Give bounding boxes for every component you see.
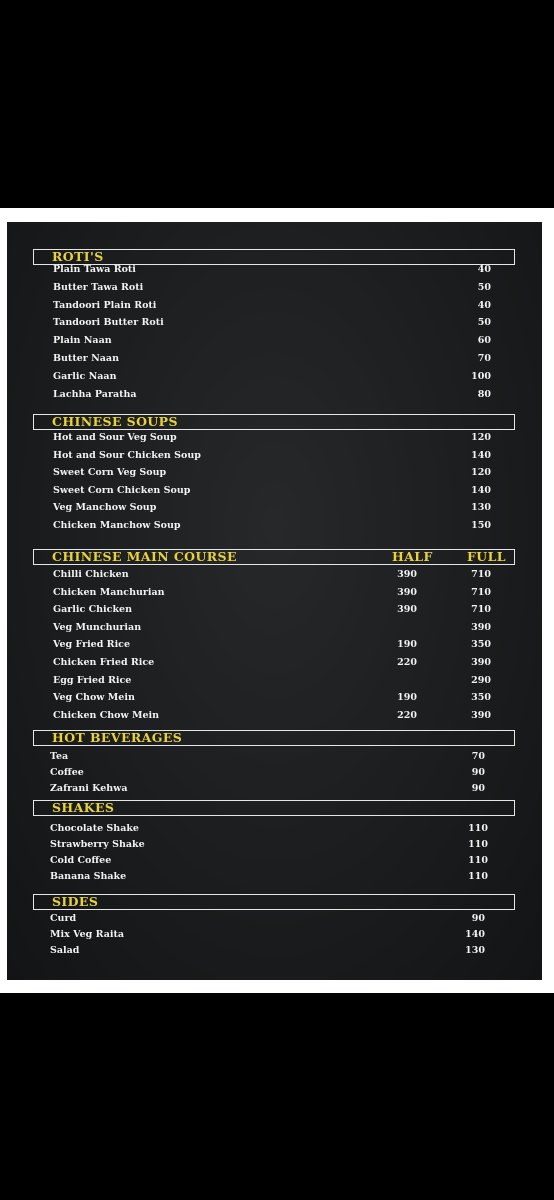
item-name: Curd: [50, 913, 77, 924]
item-price-half: 220: [397, 709, 417, 721]
item-name: Plain Naan: [53, 335, 112, 347]
menu-item: [53, 483, 491, 499]
item-price: 350: [471, 692, 491, 704]
item-price: 90: [471, 767, 485, 778]
item-name: Garlic Chicken: [53, 604, 132, 616]
item-name: Tea: [50, 751, 69, 762]
item-price: 710: [471, 569, 491, 580]
item-price: 40: [477, 264, 491, 275]
item-name: Strawberry Shake: [50, 839, 145, 850]
item-name: Hot and Sour Chicken Soup: [53, 449, 201, 461]
menu-item: [50, 837, 488, 853]
item-name: Chicken Fried Rice: [53, 657, 155, 668]
menu-item: [53, 262, 491, 278]
menu-item: [50, 749, 485, 765]
menu-item: [53, 351, 491, 367]
section-title: CHINESE MAIN COURSE: [52, 549, 237, 564]
item-name: Veg Fried Rice: [53, 639, 131, 651]
item-price: 390: [471, 621, 491, 633]
item-name: Veg Munchurian: [53, 621, 142, 633]
item-price: 120: [471, 467, 491, 479]
item-price: 150: [471, 520, 491, 531]
menu-item: [50, 927, 485, 943]
item-price: 70: [471, 751, 485, 762]
item-name: Sweet Corn Veg Soup: [53, 467, 167, 479]
menu-item: [53, 465, 491, 481]
menu-item: [53, 500, 491, 516]
item-name: Chicken Chow Mein: [53, 709, 160, 721]
item-name: Veg Chow Mein: [53, 692, 135, 704]
item-name: Hot and Sour Veg Soup: [53, 432, 177, 443]
item-name: Chilli Chicken: [53, 569, 129, 580]
menu-item: [50, 765, 485, 781]
menu-item: [53, 620, 491, 636]
menu-item: [50, 943, 485, 959]
item-price: 390: [471, 709, 491, 721]
item-name: Sweet Corn Chicken Soup: [53, 484, 191, 496]
section-title: HOT BEVERAGES: [52, 730, 183, 745]
menu-item: [53, 690, 491, 706]
menu-photo: [0, 208, 554, 993]
menu-item: [53, 315, 491, 331]
item-name: Coffee: [50, 767, 84, 778]
item-name: Lachha Paratha: [53, 388, 137, 400]
item-price: 140: [471, 449, 491, 461]
item-price: 90: [471, 783, 485, 794]
menu-board: [7, 222, 542, 980]
item-price: 140: [471, 484, 491, 496]
item-price: 50: [477, 281, 491, 293]
item-name: Garlic Naan: [53, 370, 117, 382]
section-header-chinese-soups: [33, 414, 515, 430]
item-price: 110: [468, 839, 488, 850]
item-name: Chicken Manchow Soup: [53, 520, 181, 531]
item-name: Banana Shake: [50, 871, 127, 882]
item-price: 110: [468, 823, 488, 834]
item-price-half: 220: [397, 657, 417, 668]
item-price: 130: [465, 945, 485, 956]
section-header-chinese-main-course: [33, 549, 515, 565]
item-name: Chocolate Shake: [50, 823, 139, 834]
menu-item: [53, 298, 491, 314]
item-price: 710: [471, 586, 491, 598]
item-price-half: 190: [397, 692, 417, 704]
menu-item: [53, 655, 491, 671]
menu-item: [53, 673, 491, 689]
menu-item: [50, 853, 488, 869]
menu-item: [50, 781, 485, 797]
item-price-half: 390: [397, 586, 417, 598]
section-title: SIDES: [52, 894, 99, 909]
item-name: Mix Veg Raita: [50, 929, 125, 940]
section-header-sides: [33, 894, 515, 910]
item-name: Cold Coffee: [50, 855, 112, 866]
item-name: Chicken Manchurian: [53, 586, 165, 598]
menu-item: [53, 637, 491, 653]
item-price-half: 190: [397, 639, 417, 651]
menu-item: [53, 387, 491, 403]
item-name: Egg Fried Rice: [53, 674, 132, 686]
item-name: Tandoori Plain Roti: [53, 299, 157, 311]
menu-item: [53, 333, 491, 349]
column-header-half: HALF: [392, 549, 433, 564]
section-header-hot-beverages: [33, 730, 515, 746]
item-price: 90: [471, 913, 485, 924]
menu-item: [50, 821, 488, 837]
item-price: 60: [477, 335, 491, 347]
item-price: 710: [471, 604, 491, 616]
section-title: CHINESE SOUPS: [52, 414, 178, 429]
item-price: 290: [471, 674, 491, 686]
item-price: 120: [471, 432, 491, 443]
item-price-half: 390: [397, 569, 417, 580]
item-price: 100: [471, 370, 491, 382]
item-price: 140: [465, 929, 485, 940]
menu-item: [53, 567, 491, 583]
menu-item: [53, 602, 491, 618]
menu-item: [53, 369, 491, 385]
item-name: Tandoori Butter Roti: [53, 317, 164, 329]
item-name: Salad: [50, 945, 80, 956]
item-price: 50: [477, 317, 491, 329]
item-price: 40: [477, 299, 491, 311]
menu-item: [50, 911, 485, 927]
item-price: 390: [471, 657, 491, 668]
item-name: Veg Manchow Soup: [53, 502, 157, 514]
menu-item: [53, 430, 491, 446]
section-header-shakes: [33, 800, 515, 816]
item-name: Plain Tawa Roti: [53, 264, 136, 275]
menu-item: [53, 708, 491, 724]
section-title: SHAKES: [52, 800, 115, 815]
section-title: ROTI'S: [52, 249, 104, 264]
item-price: 110: [468, 871, 488, 882]
item-price: 80: [477, 388, 491, 400]
menu-item: [53, 280, 491, 296]
menu-item: [53, 585, 491, 601]
column-header-full: FULL: [467, 549, 506, 564]
item-name: Butter Tawa Roti: [53, 281, 144, 293]
item-price: 350: [471, 639, 491, 651]
item-name: Zafrani Kehwa: [50, 783, 128, 794]
item-price: 110: [468, 855, 488, 866]
menu-item: [53, 448, 491, 464]
menu-item: [50, 869, 488, 885]
item-price: 70: [477, 353, 491, 364]
menu-item: [53, 518, 491, 534]
item-name: Butter Naan: [53, 353, 119, 364]
item-price: 130: [471, 502, 491, 514]
item-price-half: 390: [397, 604, 417, 616]
